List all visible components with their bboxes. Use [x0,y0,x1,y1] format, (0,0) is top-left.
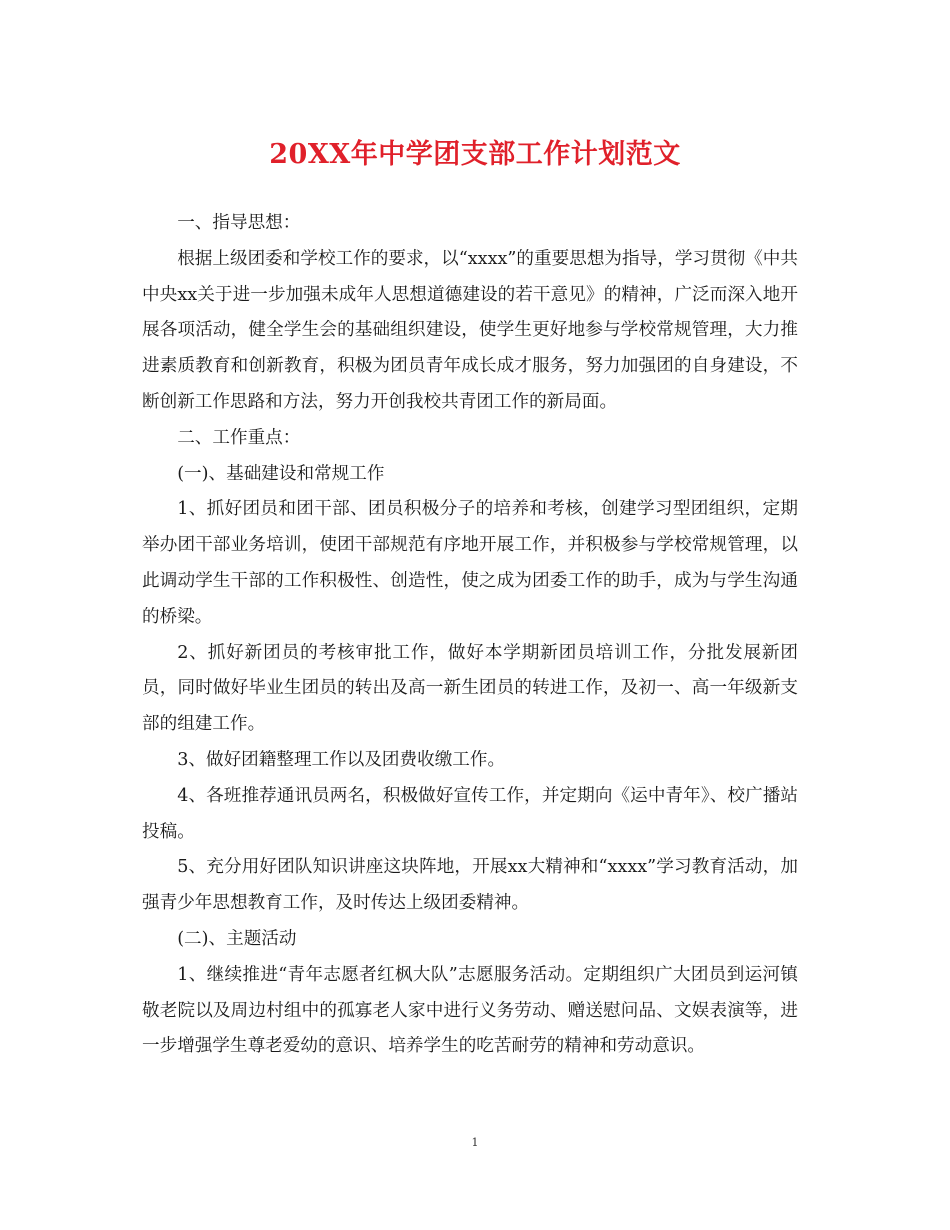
document-body [142,206,798,1065]
section-heading-guiding-thought: 一、指导思想： [177,213,301,233]
paragraph-item-5: 5、充分用好团队知识讲座这块阵地，开展xx大精神和“xxxx”学习教育活动，加强青少年思想教育工作，及时传达上级团委精神。 [142,857,798,914]
subsection-heading-theme-activities: (二)、主题活动 [177,928,297,949]
subsection-heading-basic-work: (一)、基础建设和常规工作 [177,463,385,484]
paragraph-guiding-thought: 根据上级团委和学校工作的要求，以“xxxx”的重要思想为指导，学习贯彻《中共中央xx关于进一步加强未成年人思想道德建设的若干意见》的精神，广泛而深入地开展各项活动，健全学生会的基础组织建设，使学生更好地参与学校常规管理，大力推进素质教育和创新教育，积极为团员青年成长成才服务，努力加强团的自身建设，不断创新工作思路和方法，努力开创我校共青团工作的新局面。 [142,248,798,412]
paragraph-activity-1: 1、继续推进“青年志愿者红枫大队”志愿服务活动。定期组织广大团员到运河镇敬老院以及周边村组中的孤寡老人家中进行义务劳动、赠送慰问品、文娱表演等，进一步增强学生尊老爱幼的意识、培养学生的吃苦耐劳的精神和劳动意识。 [142,964,798,1057]
paragraph-item-2: 2、抓好新团员的考核审批工作，做好本学期新团员培训工作，分批发展新团员，同时做好毕业生团员的转出及高一新生团员的转进工作，及初一、高一年级新支部的组建工作。 [142,642,798,735]
paragraph-item-1: 1、抓好团员和团干部、团员积极分子的培养和考核，创建学习型团组织，定期举办团干部业务培训，使团干部规范有序地开展工作，并积极参与学校常规管理，以此调动学生干部的工作积极性、创造性，使之成为团委工作的助手，成为与学生沟通的桥梁。 [142,499,798,627]
page-number: 1 [471,1136,479,1149]
section-heading-work-focus: 二、工作重点： [177,427,301,448]
paragraph-item-3: 3、做好团籍整理工作以及团费收缴工作。 [177,749,506,770]
document-title: 20XX年中学团支部工作计划范文 [269,139,681,170]
paragraph-item-4: 4、各班推荐通讯员两名，积极做好宣传工作，并定期向《运中青年》、校广播站投稿。 [142,785,798,842]
